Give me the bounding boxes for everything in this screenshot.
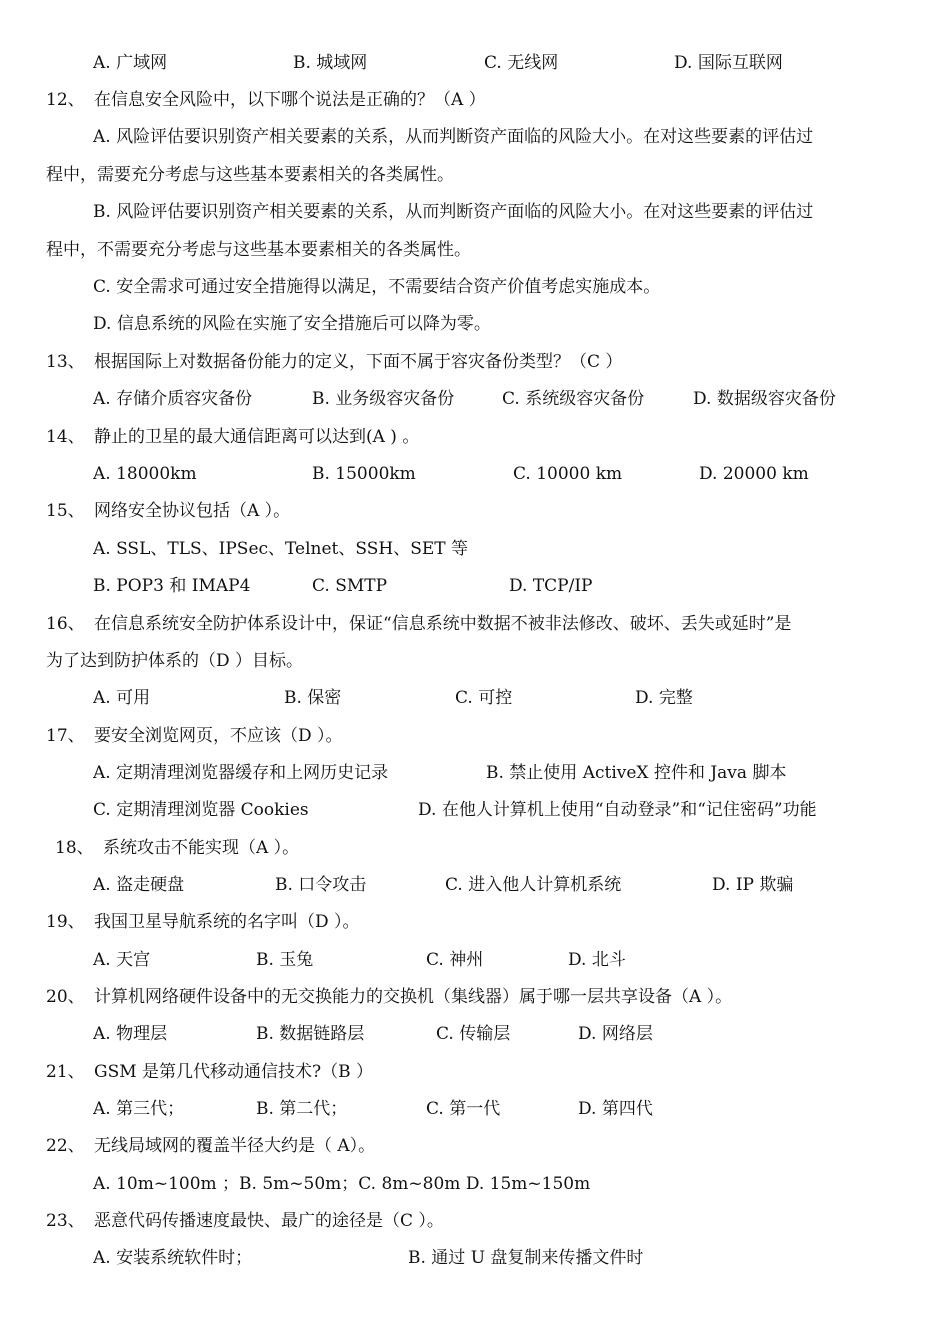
question-22 <box>46 1135 375 1157</box>
question-text: 系统攻击不能实现（A ）。 <box>103 838 300 858</box>
option-b: B. 城域网 <box>293 53 368 73</box>
options-row: A. 10m~100m ；B. 5m~50m；C. 8m~80m D. 15m~150m <box>93 1174 591 1194</box>
question-23 <box>46 1210 444 1232</box>
option-b: B. 口令攻击 <box>275 875 367 895</box>
question-number: 13、 <box>46 352 85 372</box>
question-number: 16、 <box>46 614 85 634</box>
question-text: 无线局域网的覆盖半径大约是（ A）。 <box>94 1136 376 1156</box>
option-c: C. SMTP <box>312 576 388 596</box>
option-c: C. 安全需求可通过安全措施得以满足，不需要结合资产价值考虑实施成本。 <box>93 277 661 297</box>
question-19 <box>46 911 360 933</box>
question-text: 要安全浏览网页，不应该（D ）。 <box>94 726 343 746</box>
option-d: D. 信息系统的风险在实施了安全措施后可以降为零。 <box>93 314 491 334</box>
question-number: 20、 <box>46 987 85 1007</box>
option-a-line2: 程中，需要充分考虑与这些基本要素相关的各类属性。 <box>46 165 454 185</box>
option-c: C. 无线网 <box>484 53 559 73</box>
option-b-line2: 程中，不需要充分考虑与这些基本要素相关的各类属性。 <box>46 240 471 260</box>
option-b: B. 第二代； <box>256 1099 348 1119</box>
option-c: C. 传输层 <box>436 1024 511 1044</box>
question-number: 23、 <box>46 1211 85 1231</box>
option-b: B. 禁止使用 ActiveX 控件和 Java 脚本 <box>486 763 787 783</box>
question-17 <box>46 725 343 747</box>
question-15 <box>46 500 290 522</box>
question-text: 网络安全协议包括（A ）。 <box>94 501 291 521</box>
option-b: B. 通过 U 盘复制来传播文件时 <box>408 1248 644 1268</box>
option-a: A. 存储介质容灾备份 <box>93 389 253 409</box>
option-c: C. 进入他人计算机系统 <box>445 875 622 895</box>
question-20 <box>46 986 732 1008</box>
option-c: C. 10000 km <box>513 464 623 484</box>
question-12 <box>46 89 486 111</box>
option-d: D. 第四代 <box>578 1099 653 1119</box>
question-number: 12、 <box>46 90 85 110</box>
question-18 <box>55 837 299 859</box>
question-text: 计算机网络硬件设备中的无交换能力的交换机（集线器）属于哪一层共享设备（A ）。 <box>94 987 733 1007</box>
question-16 <box>46 613 791 635</box>
question-number: 22、 <box>46 1136 85 1156</box>
question-text: 我国卫星导航系统的名字叫（D ）。 <box>94 912 360 932</box>
question-14 <box>46 426 419 448</box>
option-a: A. 物理层 <box>93 1024 168 1044</box>
option-b: B. POP3 和 IMAP4 <box>93 576 251 596</box>
option-a: A. SSL、TLS、IPSec、Telnet、SSH、SET 等 <box>93 539 468 559</box>
option-d: D. IP 欺骗 <box>712 875 794 895</box>
option-a: A. 广域网 <box>93 53 168 73</box>
option-d: D. 数据级容灾备份 <box>693 389 836 409</box>
option-d: D. 在他人计算机上使用“自动登录”和“记住密码”功能 <box>418 800 817 820</box>
option-a: A. 天宫 <box>93 950 151 970</box>
option-d: D. 北斗 <box>568 950 626 970</box>
option-a: A. 第三代； <box>93 1099 185 1119</box>
option-d: D. TCP/IP <box>509 576 593 596</box>
question-text: GSM 是第几代移动通信技术?（B ） <box>94 1062 374 1082</box>
question-text: 静止的卫星的最大通信距离可以达到(A ) 。 <box>94 427 420 447</box>
question-number: 18、 <box>55 838 94 858</box>
option-b: B. 数据链路层 <box>256 1024 365 1044</box>
question-13 <box>46 351 622 373</box>
option-c: C. 神州 <box>426 950 484 970</box>
option-a: A. 可用 <box>93 688 151 708</box>
option-b: B. 玉兔 <box>256 950 314 970</box>
option-d: D. 国际互联网 <box>674 53 783 73</box>
option-b: B. 保密 <box>284 688 342 708</box>
question-text: 恶意代码传播速度最快、最广的途径是（C ）。 <box>94 1211 444 1231</box>
option-c: C. 可控 <box>455 688 513 708</box>
question-21 <box>46 1061 373 1083</box>
option-d: D. 完整 <box>635 688 693 708</box>
option-b: B. 15000km <box>312 464 416 484</box>
question-text: 在信息安全风险中，以下哪个说法是正确的？（A ） <box>94 90 486 110</box>
option-a: A. 安装系统软件时； <box>93 1248 253 1268</box>
option-a: A. 18000km <box>93 464 197 484</box>
question-number: 17、 <box>46 726 85 746</box>
question-number: 15、 <box>46 501 85 521</box>
option-a: A. 盗走硬盘 <box>93 875 185 895</box>
option-c: C. 定期清理浏览器 Cookies <box>93 800 309 820</box>
option-d: D. 网络层 <box>578 1024 653 1044</box>
option-d: D. 20000 km <box>699 464 809 484</box>
question-number: 19、 <box>46 912 85 932</box>
option-c: C. 系统级容灾备份 <box>502 389 645 409</box>
question-text: 根据国际上对数据备份能力的定义，下面不属于容灾备份类型？（C ） <box>94 352 623 372</box>
question-16-continued: 为了达到防护体系的（D ）目标。 <box>46 651 304 671</box>
question-number: 14、 <box>46 427 85 447</box>
question-number: 21、 <box>46 1062 85 1082</box>
option-b: B. 业务级容灾备份 <box>312 389 455 409</box>
option-c: C. 第一代 <box>426 1099 501 1119</box>
question-text: 在信息系统安全防护体系设计中，保证“信息系统中数据不被非法修改、破坏、丢失或延时”是 <box>94 614 792 634</box>
option-a: A. 定期清理浏览器缓存和上网历史记录 <box>93 763 389 783</box>
option-a-line1: A. 风险评估要识别资产相关要素的关系，从而判断资产面临的风险大小。在对这些要素的评估过 <box>93 127 814 147</box>
option-b-line1: B. 风险评估要识别资产相关要素的关系，从而判断资产面临的风险大小。在对这些要素的评估过 <box>93 202 814 222</box>
